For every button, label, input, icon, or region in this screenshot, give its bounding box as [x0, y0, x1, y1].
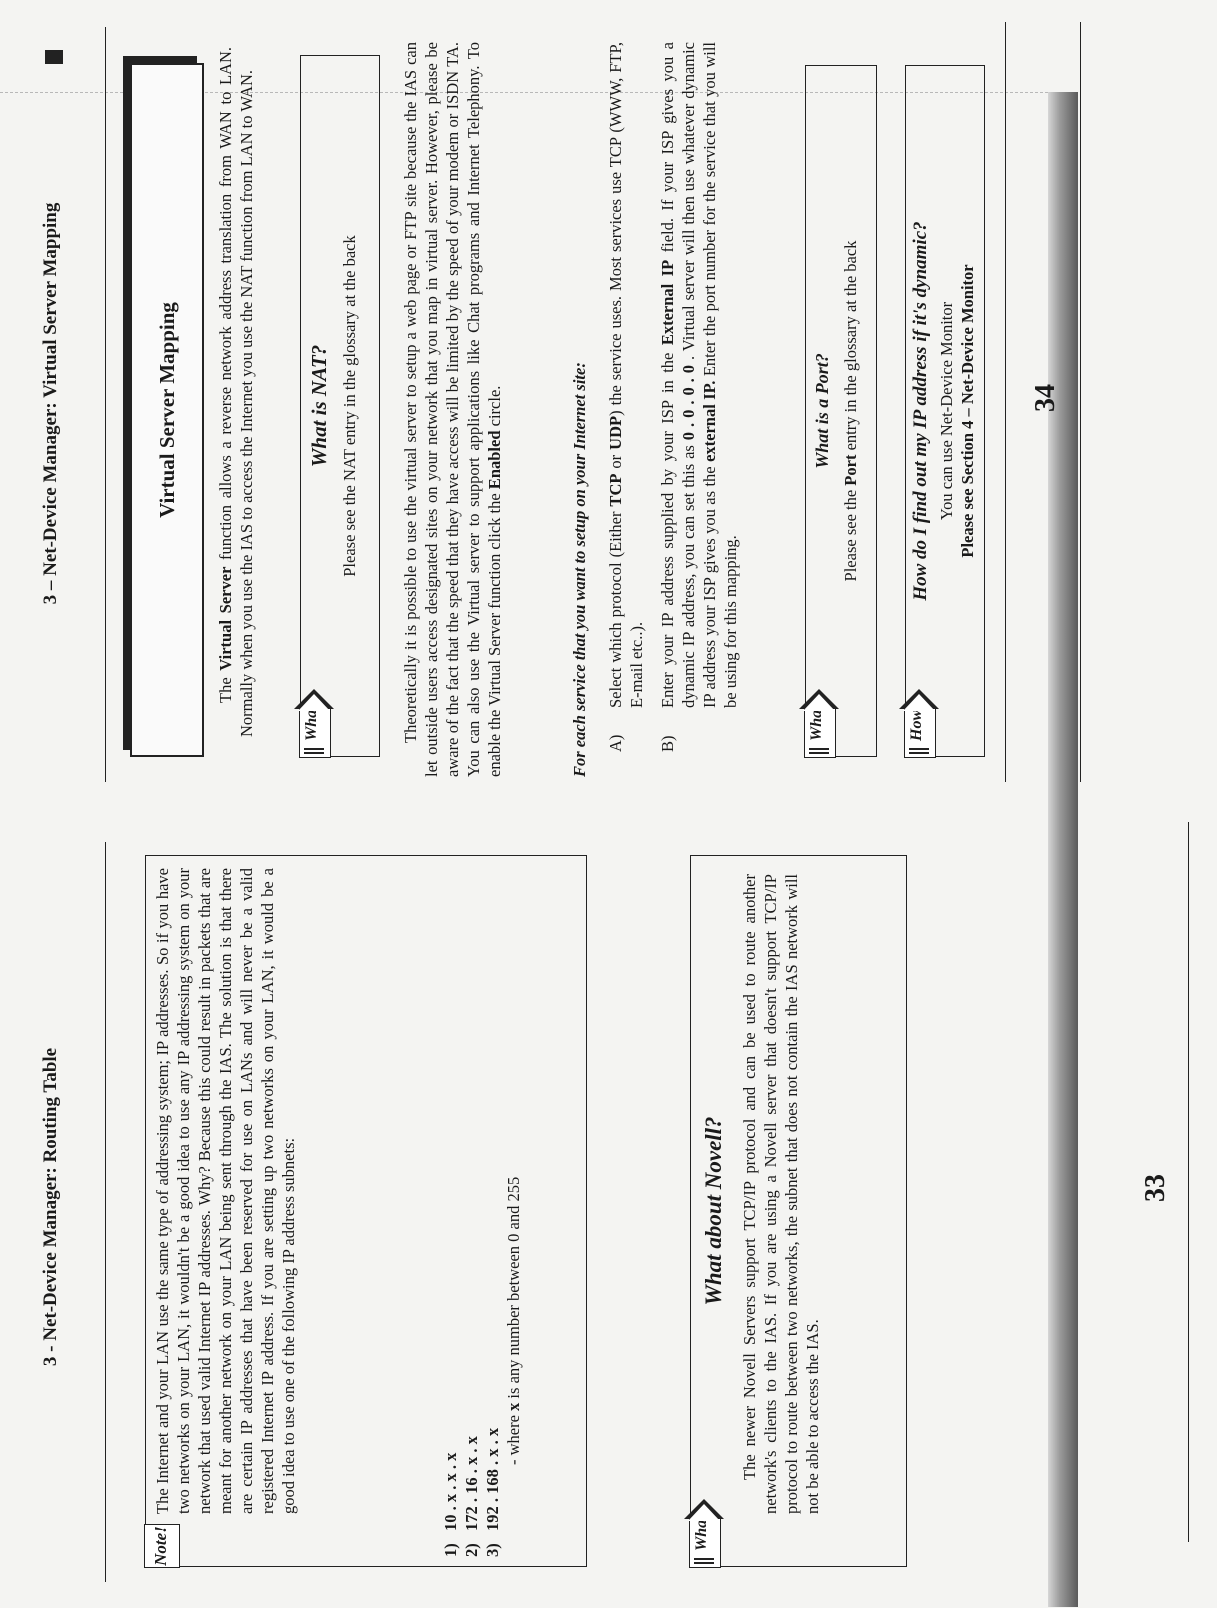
how-tag-label: How?: [908, 701, 925, 741]
theory-bold: Enabled: [485, 430, 504, 490]
intro-text: The: [216, 670, 235, 703]
note-text: [152, 868, 299, 1514]
intro-text-rest: function allows a reverse network address translation from WAN to LAN. Normally when you use the IAS to access the Internet you use the NAT function from LAN to WAN.: [216, 46, 256, 737]
how-callout: [905, 65, 985, 757]
port-text-a: Please see the: [841, 485, 860, 582]
what-tag-label: What?: [693, 1507, 710, 1551]
step-a-or: or: [606, 449, 625, 474]
list-item: [440, 1177, 461, 1557]
nat-title: What is NAT?: [307, 344, 331, 468]
note-paragraph: The Internet and your LAN use the same type of addressing system; IP addresses. So if you have two networks on your LAN, it wouldn't be a good idea to use any IP addressing system on your network that used valid Internet IP addresses. Why? Because this could result in packets that are meant for another network on your LAN being sent through the IAS. The solution is that there are certain IP addresses that have been reserved for use on LANs and will never be a valid registered Internet IP address. If you are setting up two networks on your LAN, it would be a good idea to use one of the following IP address subnets:: [153, 868, 298, 1514]
page-34: [0, 0, 1217, 797]
step-a-text: Select which protocol (Either: [606, 506, 625, 708]
how-line-1: You can use Net-Device Monitor: [937, 301, 956, 521]
what-tag-label: What?: [303, 697, 320, 741]
page-number: 34: [1030, 384, 1061, 412]
step-a: [605, 42, 647, 752]
page-header: 3 – Net-Device Manager: Virtual Server Mapping: [40, 202, 61, 605]
zero-ip: 0 . 0 . 0 . 0: [679, 364, 698, 441]
what-tag-label: What?: [808, 697, 825, 741]
subnet-ip: 192 . 168 . x . x: [483, 1427, 502, 1531]
novell-body: [739, 874, 823, 1514]
subnet-note: [503, 1177, 524, 1557]
theory-text-rest: circle.: [485, 385, 504, 431]
step-b-text-4: Enter the port number for the service that you will be using for this mapping.: [700, 42, 740, 708]
header-rule: [105, 842, 106, 1582]
nat-text: Please see the NAT entry in the glossary at the back: [340, 235, 359, 577]
external-ip-label-2: external IP.: [700, 380, 719, 462]
port-bold: Port: [841, 454, 860, 486]
nat-callout: [300, 55, 380, 757]
step-a-rest: ) the service uses. Most services use TCP (WWW, FTP, E-mail etc..).: [606, 42, 646, 708]
footer-rule-2: [1080, 22, 1081, 782]
step-b-text-3: . Virtual server will then use whatever dynamic IP address your ISP gives you as the: [679, 41, 719, 708]
theory-text: Theoretically it is possible to use the virtual server to setup a web page or FTP site because the IAS can let outside users access designated sites on your network that you map in virtual server. However, please be aware of the fact that the speed that they have access will be limited by the speed of your modem or ISDN TA. You can also use the Virtual server to support applications like Chat programs and Internet Telephony. To enable the Virtual Server function click the: [401, 42, 504, 777]
list-item: [482, 1177, 503, 1557]
step-key: A): [606, 734, 625, 752]
header-rule: [105, 27, 106, 782]
list-number: 2): [462, 1543, 481, 1557]
subnet-ip: 10 . x . x . x: [441, 1452, 460, 1531]
list-item: [461, 1177, 482, 1557]
list-number: 3): [483, 1543, 502, 1557]
how-title: How do I find out my IP address if it's dynamic?: [910, 221, 931, 601]
step-text: [657, 42, 741, 708]
step-b-text-2: field. If your ISP gives you a dynamic IP address, you can set this as: [658, 41, 698, 708]
page-header: 3 - Net-Device Manager: Routing Table: [40, 1047, 61, 1367]
port-text: [840, 66, 861, 756]
where-suffix: is any number between 0 and 255: [504, 1176, 523, 1399]
intro-bold: Virtual Server: [216, 566, 235, 671]
where-x: x: [504, 1402, 523, 1411]
step-key: B): [658, 735, 677, 752]
subnet-list: [440, 1177, 524, 1557]
step-b: [657, 42, 741, 752]
how-line-2: Please see Section 4 – Net-Device Monitor: [958, 264, 977, 558]
port-callout: [805, 65, 877, 757]
external-ip-label: External IP: [658, 259, 677, 346]
udp-label: UDP: [606, 415, 625, 450]
step-b-text: Enter your IP address supplied by your ISP in the: [658, 345, 677, 708]
port-title: What is a Port?: [812, 353, 832, 469]
banner-shadow-cap: [45, 50, 63, 64]
note-label: Note!: [144, 1524, 180, 1568]
port-text-b: entry in the glossary at the back: [841, 240, 860, 455]
setup-question: For each service that you want to setup on your Internet site:: [570, 362, 589, 777]
novell-text: The newer Novell Servers support TCP/IP protocol and can be used to route another network's clients to the IAS. If you are using a Novell server that doesn't support TCP/IP protocol to route between two networks, the subnet that does not contain the IAS network will not be able to access the IAS.: [740, 874, 822, 1514]
novell-title: What about Novell?: [701, 1116, 726, 1306]
subnet-ip: 172 . 16 . x . x: [462, 1436, 481, 1531]
step-text: [605, 42, 647, 708]
tcp-label: TCP: [606, 473, 625, 507]
where-prefix: - where: [504, 1415, 523, 1465]
section-banner: Virtual Server Mapping: [130, 63, 204, 757]
theory-paragraph: [400, 42, 505, 777]
footer-rule: [1188, 822, 1189, 1542]
intro-paragraph: [215, 47, 257, 737]
list-number: 1): [441, 1543, 460, 1557]
steps-list: [605, 42, 751, 752]
novell-callout: [690, 855, 907, 1567]
page-33: [0, 797, 1217, 1607]
footer-rule: [1005, 22, 1006, 782]
page-number: 33: [1140, 1174, 1171, 1202]
